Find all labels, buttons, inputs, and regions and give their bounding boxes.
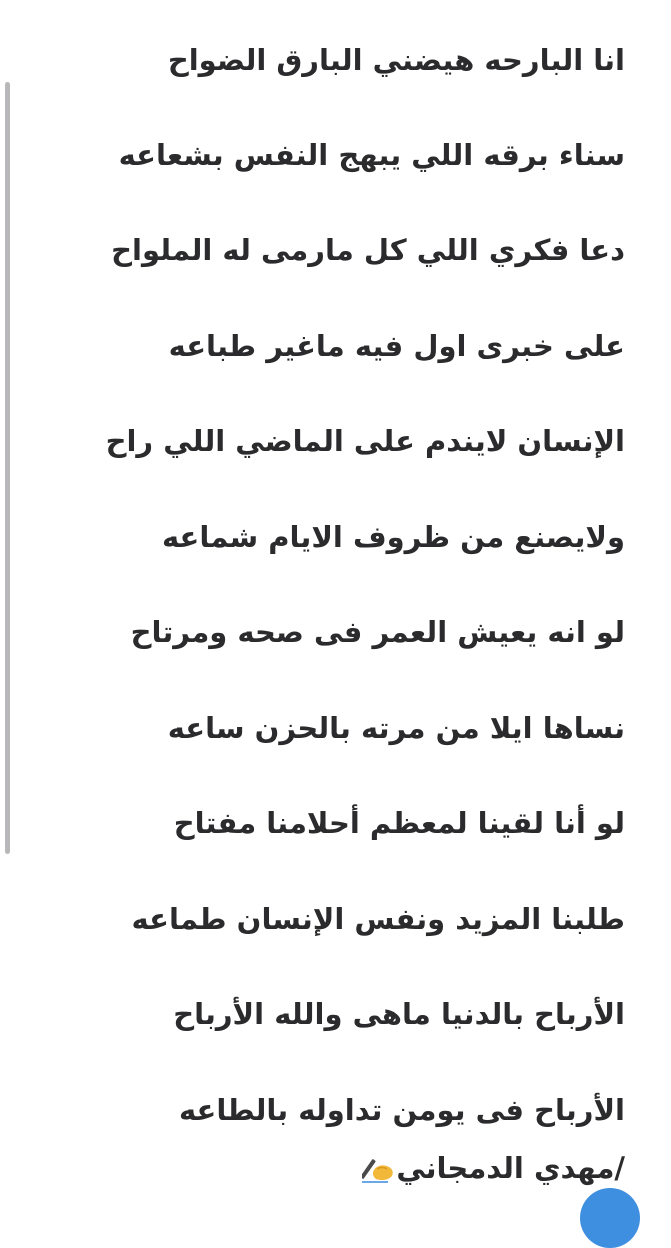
poem-line: على خبرى اول فيه ماغير طباعه xyxy=(168,329,625,363)
poem-line: انا البارحه هيضني البارق الضواح xyxy=(167,43,625,77)
poem-line: سناء برقه اللي يبهج النفس بشعاعه xyxy=(118,138,625,172)
poem-line: لو أنا لقينا لمعظم أحلامنا مفتاح xyxy=(173,806,625,840)
poem-line: نساها ايلا من مرته بالحزن ساعه xyxy=(167,711,625,745)
poem-line: دعا فكري اللي كل مارمى له الملواح xyxy=(111,233,625,267)
signature xyxy=(360,1150,625,1186)
poem-line: الإنسان لايندم على الماضي اللي راح xyxy=(105,424,625,458)
poem-line: ولايصنع من ظروف الايام شماعه xyxy=(161,520,625,554)
signature-text: /مهدي الدمجاني xyxy=(396,1151,625,1185)
poem-line: الأرباح فى يومن تداوله بالطاعه xyxy=(178,1093,625,1127)
poem-line: طلبنا المزيد ونفس الإنسان طماعه xyxy=(131,902,625,936)
poem-line: لو انه يعيش العمر فى صحه ومرتاح xyxy=(130,615,625,649)
floating-action-button[interactable] xyxy=(580,1188,640,1248)
poem-line: الأرباح بالدنيا ماهى والله الأرباح xyxy=(173,997,625,1031)
writing-hand-icon xyxy=(362,1156,396,1184)
